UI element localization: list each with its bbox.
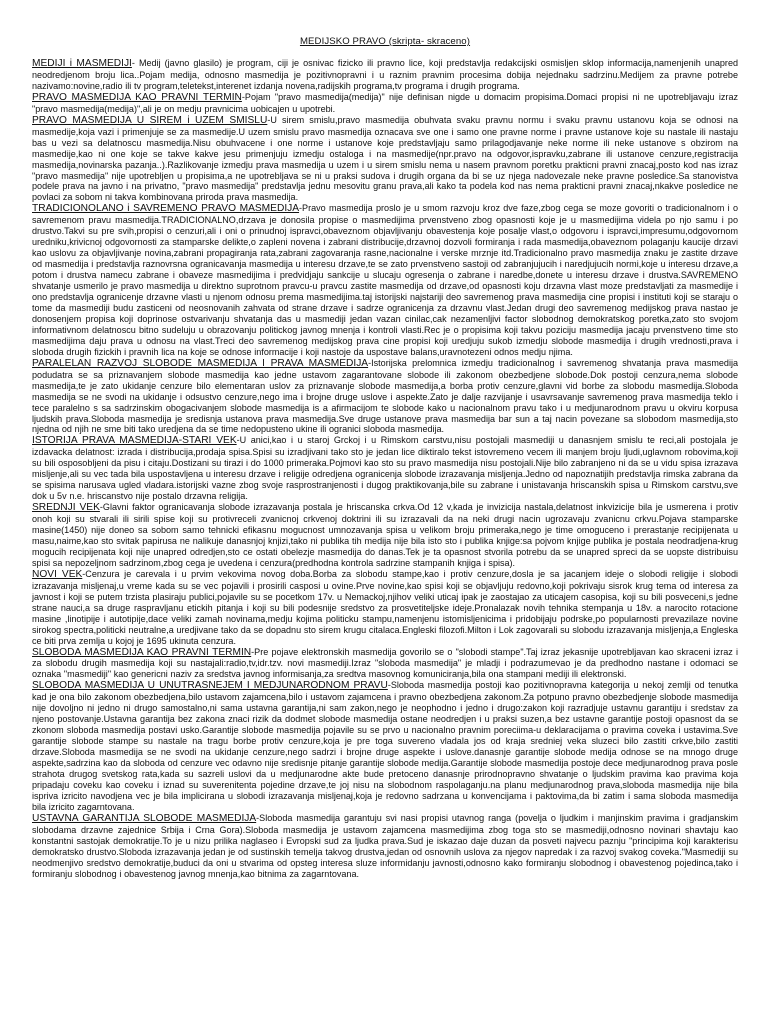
section-heading: MEDIJI i MASMEDIJI (32, 58, 132, 69)
section-heading: SLOBODA MASMEDIJA KAO PRAVNI TERMIN (32, 646, 252, 658)
section-pravni-termin (32, 92, 738, 115)
section-ustavna-garantija (32, 813, 738, 880)
section-heading: SLOBODA MASMEDIJA U UNUTRASNEJEM I MEDJUNARODNOM PRAVU (32, 680, 388, 692)
section-body: -Pojam "pravo masmedija(medija)" nije definisan nigde u domacim propisima.Domaci propisi ni ne upotrebljavaju izraz "pravo masmedija(medija)",ali je on medju pravnicima uobicajen u upotrebi. (32, 91, 739, 114)
section-body: -Cenzura je carevala i u prvim vekovima novog doba.Borba za slobodu stampe,kao i protiv cenzure,dosla je sa jacanjem ideje o slobodi religije i slobodi izrazavanja misljenaj,u vreme kada su se vec pojavili i prosirili casposi u ovine.Prve novine,kao spisi koji se objavljuju redovno,koji pokrivaju sisrok krug tema od interesa za javnost i koji se putem trzista plasiraju publici,pojavile su se pocetkom 17v. u Nemackoj,njihov veliki uticaj ipak je zaostajao za uticajem casopisa, koji su bili posveceni,s jedne strane nauci,a sa druge raspravljanu etickih pitanja i koji su bili podesnije sredstvo za prosvetiteljske ideje.Pronalazak novih tehnika stempanja u 18v. a narocito rotacione masine ,linotipije i autotipije,dace veliki zamah novinama,medju kojima politicku stampu,namenjenu istomisljenicima i pridobijaju podrske,po popularnosti prevazilaze novine sirokog spectra,politicki neutralne,a uredjivane tako da se dopadnu sto sirem krugu citalaca.Engleski filozofi.Milton i Lok zagovarali su slobodu izrazavanja misljenja,a Engleska ce biti prva zemlja u kojoj je 1695 ukinuta cenzura. (32, 568, 738, 646)
section-body: -Pre pojave elektronskih masmedija govorilo se o "slobodi stampe".Taj izraz jekasnije upotrebljavan kao skraceni izraz i za slobodu drugih masmedija koji su nastajali:radio,tv,idr.tzv. novi masmediji.Izraz "sloboda masmedija" je mladji i podrazumevao je da predhodno nastane i odomaci se oznaka "masmediji" kao genericni naziv za sredstva javnog informisanja,za sredtva masovnog komuniciranja,bila ona stampani mediji ili elektronski. (32, 646, 738, 680)
section-stari-vek (32, 435, 738, 502)
section-paralelan-razvoj (32, 358, 738, 436)
document-title: MEDIJSKO PRAVO (skripta- skraceno) (299, 36, 471, 47)
section-tradicionalno-savremeno (32, 203, 738, 357)
section-body: -Istorijska prelomnica izmedju tradicionalnog i savremenog shvatanja prava masmedija podudatra se sa priznavanjem slobode masmedija kao jedne ustavom zagarantovane slobode ili zakonom obezbedjene slobode.Dok postoji cenzura,nema slobode masmedija,te je zato ukidanje cenzure bilo elementaran uslov za priznavanje slobode masmedija,a borba protiv cenzure,glavni vid borbe za slobodu masmedija.Sloboda masmedija se ne svodi na ukidanje i odsustvo cenzure,nego ima i brojne druge uslove i aspekte.Zato je dalje razvijanje i usavrsavanje savremenog prava masmedija teklo i tece paralelno s sa sadrzinskim obogacivanjem slobode masmedija is a afirmacijom te slobode kako u nacionalnom pravu tako i u medjunarodnom pravu u okviru korpusa ljudskih prava.Sloboda masmedija je sredisnja ustanova prava masmedija.Sve druge ustanove prava masmedija bar sun a taj nacin povezane sa slobodom masmedija,sto njedna od njih ne sme biti tako uredjena da se time nedopusteno ukine ili ogranici sloboda masmedija. (32, 357, 738, 435)
section-heading: ISTORIJA PRAVA MASMEDIJA-STARI VEK (32, 435, 237, 447)
section-sloboda-pravni-termin (32, 647, 738, 681)
section-srednji-vek (32, 502, 738, 569)
section-body: -U anici,kao i u staroj Grckoj i u Rimskom carstvu,nisu postojali masmediji u danasnjem smislu te reci,ali postojala je izdavacka delatnost: izrada i distribucija,prodaja spisa.Spisi su izradjivani tako sto je jedan lice diktiralo tekst istovremeno vecem ili manjem broju ljudi,uglavnom robovima,koji su bili osposobljeni da pisu i citaju.Dostizani su tirazi i do 1000 primeraka.Pojmovi kao sto su pravo masmedija nisu postojali.Nije bilo zabranjeno ni da se u vidu spisa izrazava misljenje,ali su vec tada bila uspostavljena u interesu drzave i religije odredjena ogranicenja slobode izrazavanja misljenja.Jedno od napoznatijih predstavlja rimska zabrana da se spisima narusava ugled vladara.istorijski vazne zbog svoje rasprostranjenosti i dugog praktikovanja,bile su zabrane i unistavanja hriscanskih spisa u Rimskom carstvu,sve dok u 5v n.e. hriscanstvo nije postalo drzavna religija. (32, 435, 738, 502)
section-heading: PARALELAN RAZVOJ SLOBODE MASMEDIJA I PRAVA MASMEDIJA (32, 357, 369, 369)
section-unutrasnje-medjunarodno (32, 680, 738, 812)
section-body: - Medij (javno glasilo) je program, ciji je osnivac fizicko ili pravno lice, koji predstavlja redakcijski osmisljen sklop informacija,namenjenih unapred neodredjenom broju lica..Pojam medija, odnosno masmedija je pozitivnopravni i u raznim pravnim procesima dobija nejednaku sadrzinu.Medijem za pravne potrebe nazivamo:novine,radio ili tv program,teletekst,interenet izdanja novena,radijskih programa,tv programa i drugih programa. (32, 58, 739, 91)
section-body: -Pravo masmedija proslo je u smom razvoju kroz dve faze,zbog cega se moze govoriti o tradicionalnom i o savremenom pravu masmedija.TRADICIONALNO,drzava je donosila propise o masmedijima prvenstveno zbog opasnosti koje je u masmedijima videla po njo samu i po drustvo.Takvi su pre svih,propisi o cenzuri,ali i oni o prinudnoj ispravci,obaveznom objavljivanju obavestenja koje posalje vlast,o odgovoru i ispravci,impresumu,odgovornom uredniku,krivicnoj odgovornosti za stamparske delikte,o zapleni novena i zabrani distribucije,drzavnoj dozvoli formiranja i rada masmedija,obaveznom polaganju kaucije drzavi kao uslovu za objavljivanje novina,zabrani propagiranja rata,zabrani zagovaranja rasne,nacionalne i verske mrznje itd.Tradicionalno pravo masmedija znaku je zastite drzave od masmedija i predstavlja raznovrsna ogranicavanja masmedija u interesu drzave,te se zato prvenstveno sastoji od zabranjujucih i naredjujucih normi,koje u interesu drzave,a potom i drustva namecu zabrane i obaveze masmedijima i predvidjaju sankcije u slucaju ogresenja o zabrane i naredbe,donete u interesu drzave i drustva.SAVREMENO shvatanje usmerilo je pravo masmedija u direktno suprotnom pravcu-u pravcu zastite masmedija od drzave,od opasnosti koju drzavna vlast moze predstavljati za masmedije i ono predstavlja ogranicenje drzavne vlasti u njenom odnosu prema masmedijima.taj istorijski najstariji deo savremenog prava masmedija cine propisi i instituti koji se staraju o tome da masmediji budu zasticeni od neosnovanih zahvata od strane drzave i sadrze ogranicenja za drzavnu vlast.Jedan drugi deo savremenog medijskog prava nastao je donosenjem propisa koji doprinose ostvarivanju shvatanja das u masmediji jedan vazan cinilac,cak nezamenljivi factor slobodnog demokratskog poretka,zato sto svojom informativnom delatnoscu bitno sudeluju u obrazovanju politickog javnog mnenja i kontroli vlasti.Rec je o propisima koji takvu poziciju masmedija jacaju prvenstveno time sto masmedijima daju prava u odnosu na vlast.Treci deo savremenog medijskog prava cine propisi koji uredjuju sukob izmedju slobode masmedija i drugih vrednosti,prava i sloboda drugih fizickih i pravnih lica na koje se odnose informacije i koji nastoje da uspostave balans,uravnotezeni odnos medju njima. (32, 203, 738, 357)
section-body: -Sloboda masmedija garantuju svi nasi propisi utavnog ranga (povelja o ljudkim i manjinskim pravima i gradjanskim slobodama drzavne zajednice Srbija i Crna Gora).Sloboda masmedija je ustavom zajamcena masmedijima zbog toga sto se masmediji,odnosno novinari shavtaju kao konstantni sastojak demokratije.To je u nizu prilika naglaseo i Evropski sud za ljudka prava.Sud je iskazao daje duzan da posveti najvecu paznju "principima koji karakterisu demokratsko drustvo.Sloboda izrazavanja jedan je od sustinskih temelja takvog drustva,jedan od osnovnih uslova za njegov napredak i za razvoj svakog coveka."Masmediji su neodmenjivo sredstvo demokratije,buduci da oni u stvarima od opsteg interesa sluze informidanju javnosti,odnosno kako formiranju slobodnog i obavestenog pojedinca,tako i formiranju slobodnog i obavestenog javnog mnenja,kao bitnima za zagarntovana. (32, 812, 738, 879)
section-body: -Glavni faktor ogranicavanja slobode izrazavanja postala je hriscanska crkva.Od 12 v,kada je invizicija nastala,delatnost inkvizicije bila je usmerena i protiv onoh koji su stvarali ili sirili spise koji su protivreceli zvanicnoj crkvenoj doktrini ili su izrazavali da na neki drugi nacin ugrozavaju zvanicnu crkvu.Pojava stamparske masine(1450) nije doneo sa sobom samo tehnicki efikasnu mogucnost umnozavanja spisa u velikom broju primeraka,nego je time omoguceno i prerastanje recipijenata u masu,naime,kao sto svitak papirusa ne nalikuje danasnjoj knjizi,tako ni publika tih medija nije bila isto sto i publika knjige:sa pojvom knjige publika je postala neodradjena-krug mogucih recipijenata koji nije unapred odredjen,sto ce ostati obelezje masmedija do danas.Tek je ta opasnost stvorila potrebu da se unapred spreci da se uopste distribuisu spisi sa nepozeljnom sadrzinom,zbog cega je uvedena i cenzura(predhodna kontrola sadrzine stampanih knjiga i spisa). (32, 502, 738, 568)
section-heading: NOVI VEK (32, 568, 83, 580)
section-body: -Sloboda masmedija postoji kao pozitivnopravna kategorija u nekoj zemlji od tenutka kad je ona bilo zakonom obezbedjena,bilo ustavom zajamcena,bilo i ustavom zajamcena i pravno obezbedjena zakonom.Za potpuno pravno obezbedjenje slobode masmedija nije dovoljno ni jedno ni drugo samostalno,ni sama ustavna garantija,ni sam zakon,nego je neophodno i jedno i drugo:zakon koji razradjuje ustavnu garantiju i sredstav za njeno postovanje.Ustavna garantija bez zakona znaci rizik da dodmet slobode masmedija ostane neodredjen i u praksi suzen,a bez ustavne garantije postoji opasnost da se zkonom sloboda masmedija postavi usko.Garantije slobode masmedija pojavile su se prvo u nacionalno pravnim poreciima-u deklaracijama o pravima coveka i ustavima.Sve garantije slobode stampe su nastale na tragu borbe protiv cenzure,koja je pre toga suvereno vladala jos od kraja sredniej veka sluzeci bilo zastiti crkve,bilo zastiti drzave.Sloboda masmedija se ne svodi na ukidanje cenzure,nego sadrzi i brojne druge aspekte i uslove.danasnje garantije slobode medija odnose se na mnogo druge aspekte,sadrzina kao da sloboda od cenzure vec odavno nije sredisnje pitanje garantije slobode medija.Garantije slobode masmedija postoje dece medjunarodnog prava posle strahota drugog svetskog rata,kada su sazreli uslovi da u medjunarodne akte bude pretoceno danasnje prirodnopravno shvatanje o ljudskim pravima kao pravima koja pripadaju coveku kao coveku i iznad su suverenitenta pojedine drzave,te joj nisu na slobodnom raspolaganju.na planu medjunarodnog prava,sloboda masmedija nije bila ispriva izricito navodjena vec je bila implicirana u slobodi izrazavanja misljenaj,koja je redovno sadrzana u konvencijama i paktovima,da bi zatim i sama sloboda masmedija bila izricito zagarntovana. (32, 680, 738, 812)
section-novi-vek (32, 569, 738, 647)
section-heading: PRAVO MASMEDIJA U SIREM i UZEM SMISLU (32, 114, 268, 126)
section-sirem-uzem-smislu (32, 115, 738, 204)
section-mediji-masmediji (32, 58, 738, 92)
section-heading: PRAVO MASMEDIJA KAO PRAVNI TERMIN (32, 91, 242, 103)
section-heading: TRADICIONOLANO i SAVREMENO PRAVO MASMEDIJA (32, 203, 300, 215)
section-body: -U sirem smislu,pravo masmedija obuhvata svaku pravnu normu i svaku pravnu ustanovu koja se odnosi na masmedije,koja vazi i primenjuje se za masmedije.U uzem smislu pravo masmedija oznacava sve one i samo one pravne norme i pravne ustanove koje su nastale ili nastaju bas u vezi sa delatnoscu masmedija.Nisu obuhvacene i one norme i ustanove koje predstavljaju samo prilagodjavanje neke norme ili neke ustanove s obzirom na masmedije,kao ni one koje se takve kakve jesu primenjuju izmedju ostaloga i na masmedije(npr.pravo na odgovor,ispravku,zabrane ili ustanove cenzure,registracija masmedija,novinarska pazanja..).Razlikovanje izmedju prava masmedija u uzem i u sirem smislu nema u nasem pravnom poretku prakticni pravni znacaj,posto kod nas izraz "pravo masmedija" nije upotrebljen u propisima,a ne upotrebljava se ni u praksi sudova i drugih organa da bi se uz njega nadovezale neke pravne posledice.Sa stanovistva podele prava na javno i na privatno, "pravo masmedija" predstavlja jednu mesovitu granu prava,ali kako ta podela kod nas nema prakticni pravni znacaj,nkakve posledice ne povlaci za sobom ni takva kombinovana priroda prava masmedija. (32, 114, 738, 203)
section-heading: USTAVNA GARANTIJA SLOBODE MASMEDIJA (32, 812, 257, 824)
section-heading: SREDNJI VEK (32, 502, 100, 514)
